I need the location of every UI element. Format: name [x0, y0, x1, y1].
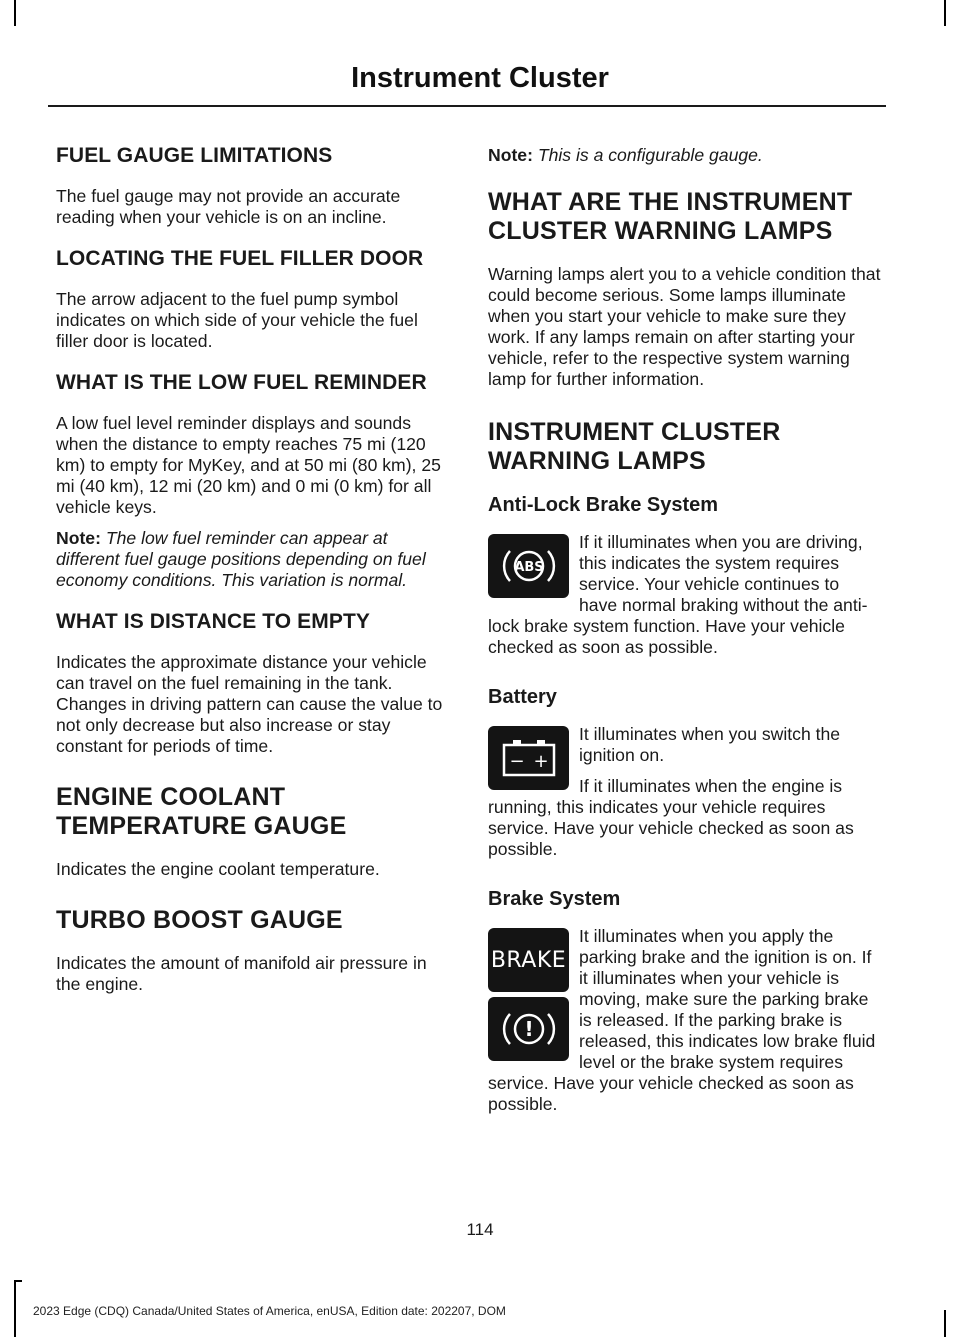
brake-icon-label: BRAKE: [490, 947, 567, 973]
what-are-lamps-text: Warning lamps alert you to a vehicle condition that could become serious. Some lamps illuminate when you start your vehicle to make sure they work. If any lamps remain on after starting your vehicle, refer to the respective system warning lamp for further information.: [488, 264, 881, 389]
brake-icons-wrap: [488, 928, 569, 1061]
config-note: [488, 145, 881, 166]
turbo-text: Indicates the amount of manifold air pressure in the engine.: [56, 953, 427, 994]
crop-mark-bottom-left: [14, 1280, 16, 1337]
low-fuel-text: A low fuel level reminder displays and sounds when the distance to empty reaches 75 mi (120 km) to empty for MyKey, and at 50 mi (80 km), 25 mi (40 km), 12 mi (20 km) and 0 mi (0 km) for all vehicle keys.: [56, 413, 441, 517]
battery-text-1: It illuminates when you switch the ignition on.: [579, 724, 841, 765]
dte-text: Indicates the approximate distance your vehicle can travel on the fuel remaining in the tank. Changes in driving pattern can cause the value to not only decrease but also increase or stay constant for periods of time.: [56, 652, 443, 756]
edition-footer: 2023 Edge (CDQ) Canada/United States of America, enUSA, Edition date: 202207, DOM: [33, 1304, 506, 1318]
brake-text: It illuminates when you apply the parking brake and the ignition is on. If it illuminates when your vehicle is moving, make sure the parking brake is released. If the parking brake is released, this indicates low brake fluid level or the brake system requires service. Have your vehicle checked as soon as possible.: [488, 926, 876, 1114]
low-fuel-note: [56, 528, 448, 591]
abs-warning-icon: [488, 534, 569, 598]
lamps-heading: INSTRUMENT CLUSTER WARNING LAMPS: [488, 418, 781, 475]
brake-text-icon: [488, 928, 569, 992]
fuel-limits-text: The fuel gauge may not provide an accurate reading when your vehicle is on an incline.: [56, 186, 401, 227]
crop-mark-bottom-right: [944, 1310, 946, 1337]
note-label: Note:: [488, 145, 533, 165]
battery-minus-label: −: [508, 751, 525, 772]
crop-mark-top-right: [944, 0, 946, 26]
header-rule: [48, 105, 886, 107]
left-column: [56, 145, 448, 1015]
battery-text-2: If it illuminates when the engine is running, this indicates your vehicle requires service. Have your vehicle checked as soon as possible.: [488, 776, 854, 859]
brake-warning-label: !: [523, 1017, 534, 1041]
fuel-limits-heading: FUEL GAUGE LIMITATIONS: [56, 144, 333, 167]
low-fuel-heading: WHAT IS THE LOW FUEL REMINDER: [56, 371, 427, 394]
running-header: Instrument Cluster: [351, 62, 609, 94]
coolant-heading: ENGINE COOLANT TEMPERATURE GAUGE: [56, 783, 347, 840]
coolant-text: Indicates the engine coolant temperature.: [56, 859, 380, 879]
what-are-lamps-heading: WHAT ARE THE INSTRUMENT CLUSTER WARNING LAMPS: [488, 188, 853, 245]
battery-icon: [488, 726, 569, 790]
filler-door-heading: LOCATING THE FUEL FILLER DOOR: [56, 247, 424, 270]
note-label: Note:: [56, 528, 101, 548]
abs-text: If it illuminates when you are driving, this indicates the system requires service. Your vehicle continues to have normal braking without the anti-lock brake system function. Have your vehicle checked as soon as possible.: [488, 532, 868, 657]
abs-icon-label: ABS: [513, 560, 544, 575]
dte-heading: WHAT IS DISTANCE TO EMPTY: [56, 610, 371, 633]
brake-warning-icon: [488, 997, 569, 1061]
brake-heading: Brake System: [488, 888, 621, 910]
crop-mark-top-left: [14, 0, 16, 26]
crop-mark-bottom-left-foot: [14, 1280, 22, 1282]
brake-block: [488, 926, 881, 1115]
abs-heading: Anti-Lock Brake System: [488, 494, 719, 516]
battery-icon-wrap: [488, 726, 569, 790]
filler-door-text: The arrow adjacent to the fuel pump symbol indicates on which side of your vehicle the fuel filler door is located.: [56, 289, 418, 351]
note-text: This is a configurable gauge.: [537, 145, 763, 165]
turbo-heading: TURBO BOOST GAUGE: [56, 906, 343, 934]
abs-icon-wrap: [488, 534, 569, 598]
battery-plus-label: +: [532, 751, 549, 772]
right-column: [488, 145, 881, 1137]
note-text: The low fuel reminder can appear at different fuel gauge positions depending on fuel economy conditions. This variation is normal.: [56, 528, 426, 590]
battery-block: [488, 724, 881, 860]
battery-heading: Battery: [488, 686, 557, 708]
page-number: 114: [466, 1220, 494, 1239]
abs-block: [488, 532, 881, 658]
